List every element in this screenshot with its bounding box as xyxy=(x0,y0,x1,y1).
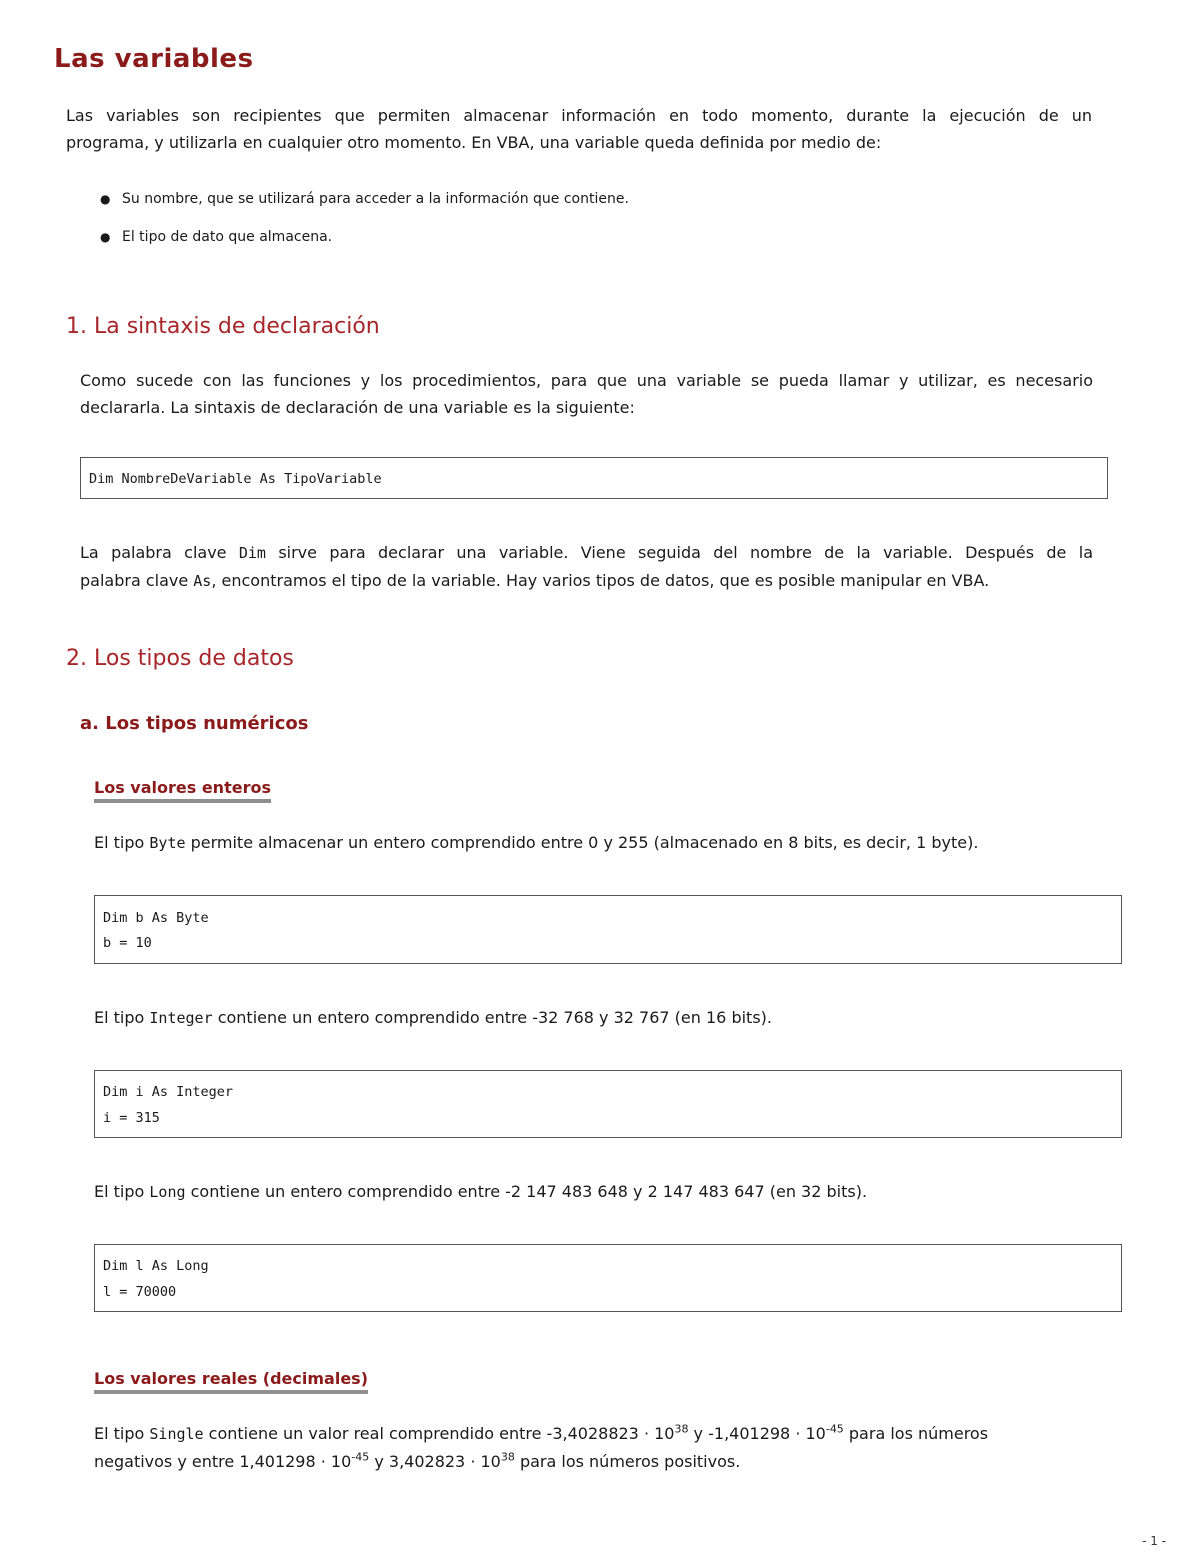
code-block-byte xyxy=(94,895,1122,964)
exponent: -45 xyxy=(825,1422,844,1436)
type-single: Single xyxy=(149,1425,204,1443)
text-fragment: contiene un entero comprendido entre -32 768 y 32 767 (en 16 bits). xyxy=(212,1008,772,1027)
syntax-line-1: Como sucede con las funciones y los procedimientos, para que una variable se pueda llamar y utilizar, es necesario xyxy=(80,371,1093,390)
exponent: -45 xyxy=(351,1450,370,1464)
text-fragment: El tipo xyxy=(94,833,150,852)
text-fragment: El tipo xyxy=(94,1008,150,1027)
text-fragment: El tipo xyxy=(94,1182,150,1201)
section-heading-data-types: 2. Los tipos de datos xyxy=(66,646,294,671)
intro-paragraph xyxy=(66,102,1092,156)
text-fragment: , encontramos el tipo de la variable. Hay varios tipos de datos, que es posible manipular en VBA. xyxy=(211,571,990,590)
dim-explanation xyxy=(80,539,1093,595)
byte-description xyxy=(94,829,978,857)
type-long: Long xyxy=(149,1183,186,1201)
long-description xyxy=(94,1178,867,1206)
definition-list xyxy=(100,189,1000,247)
intro-line-1: Las variables son recipientes que permiten almacenar información en todo momento, durante la ejecución de un xyxy=(66,106,1092,125)
text-fragment: negativos y entre 1,401298 · 10 xyxy=(94,1452,352,1471)
code-line: Dim b As Byte xyxy=(103,910,209,926)
syntax-line-2: declararla. La sintaxis de declaración de una variable es la siguiente: xyxy=(80,398,635,417)
list-item: ● Su nombre, que se utilizará para acceder a la información que contiene. xyxy=(100,189,1000,209)
exponent: 38 xyxy=(674,1422,689,1436)
text-fragment: y 3,402823 · 10 xyxy=(369,1452,501,1471)
exponent: 38 xyxy=(500,1450,515,1464)
dim-explanation-line-1 xyxy=(80,539,1093,567)
page-title: Las variables xyxy=(54,44,254,74)
integer-values-heading: Los valores enteros xyxy=(94,778,271,803)
text-fragment: para los números positivos. xyxy=(514,1452,741,1471)
real-values-heading-wrap xyxy=(94,1369,368,1394)
section-heading-syntax: 1. La sintaxis de declaración xyxy=(66,314,380,339)
page-number: - 1 - xyxy=(1142,1534,1166,1548)
code-block-integer xyxy=(94,1070,1122,1138)
code-line: Dim l As Long xyxy=(103,1258,209,1274)
text-fragment: contiene un valor real comprendido entre -3,4028823 · 10 xyxy=(203,1424,675,1443)
type-integer: Integer xyxy=(149,1009,213,1027)
text-fragment: La palabra clave xyxy=(80,543,239,562)
single-description xyxy=(94,1420,1094,1475)
real-values-heading: Los valores reales (decimales) xyxy=(94,1369,368,1394)
code-block-syntax xyxy=(80,457,1108,499)
code-line: Dim NombreDeVariable As TipoVariable xyxy=(89,471,382,487)
code-block-long xyxy=(94,1244,1122,1312)
keyword-as: As xyxy=(193,572,212,590)
keyword-dim: Dim xyxy=(238,544,266,562)
intro-line-2: programa, y utilizarla en cualquier otro momento. En VBA, una variable queda definida por medio de: xyxy=(66,133,882,152)
subsection-heading-numeric: a. Los tipos numéricos xyxy=(80,713,309,734)
single-line-2 xyxy=(94,1448,1094,1475)
text-fragment: y -1,401298 · 10 xyxy=(688,1424,826,1443)
text-fragment: contiene un entero comprendido entre -2 147 483 648 y 2 147 483 647 (en 32 bits). xyxy=(185,1182,868,1201)
single-line-1 xyxy=(94,1420,1094,1448)
type-byte: Byte xyxy=(149,834,186,852)
text-fragment: permite almacenar un entero comprendido entre 0 y 255 (almacenado en 8 bits, es decir, 1 byte). xyxy=(185,833,979,852)
integer-description xyxy=(94,1004,772,1032)
code-line: i = 315 xyxy=(103,1110,160,1126)
text-fragment: El tipo xyxy=(94,1424,150,1443)
code-line: l = 70000 xyxy=(103,1284,177,1300)
text-fragment: sirve para declarar una variable. Viene seguida del nombre de la variable. Después de la xyxy=(265,543,1093,562)
text-fragment: para los números xyxy=(843,1424,989,1443)
syntax-paragraph xyxy=(80,367,1093,421)
text-fragment: palabra clave xyxy=(80,571,194,590)
code-line: b = 10 xyxy=(103,935,152,951)
dim-explanation-line-2 xyxy=(80,567,1093,595)
list-item: ● El tipo de dato que almacena. xyxy=(100,227,1000,247)
integer-values-heading-wrap xyxy=(94,778,271,803)
code-line: Dim i As Integer xyxy=(103,1084,234,1100)
